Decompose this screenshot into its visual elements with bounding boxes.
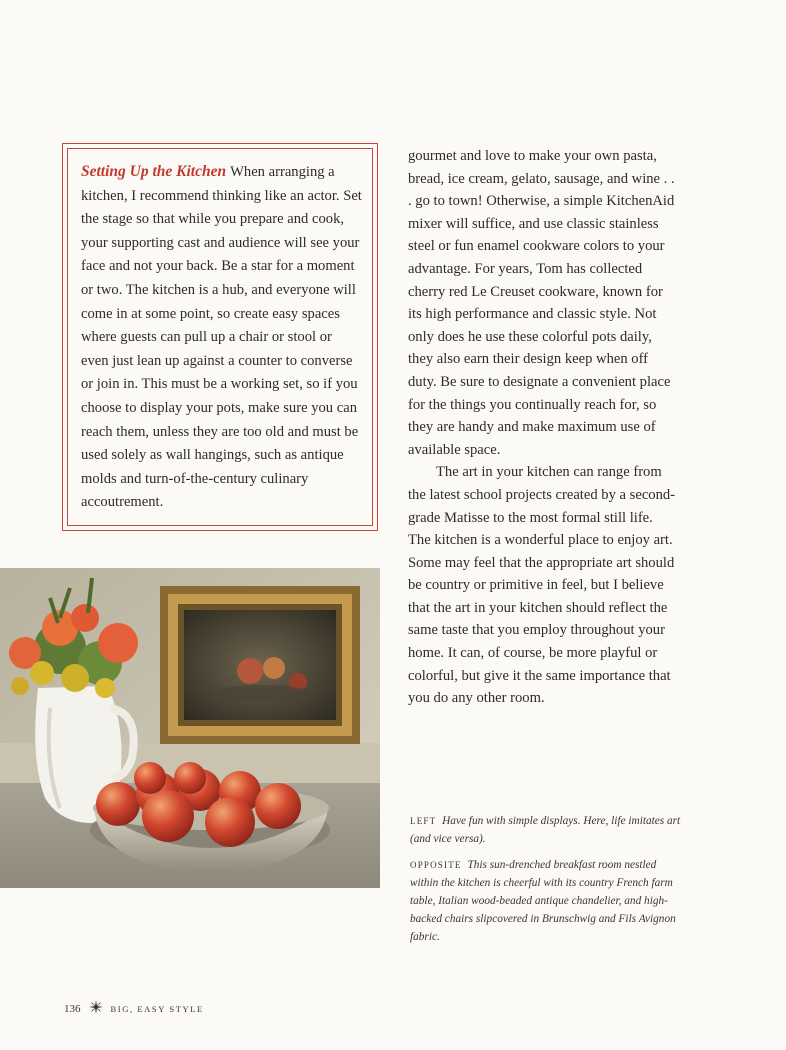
caption-left [410, 812, 682, 848]
caption-opposite-text: This sun-drenched breakfast room nestled within the kitchen is cheerful with its country French farm table, Italian wood-beaded antique chandelier, and high-backed chairs slipcovered in Brunschwig and Fils Avignon fabric. [410, 859, 676, 943]
caption-left-label: LEFT [410, 816, 437, 826]
caption-opposite-label: OPPOSITE [410, 860, 462, 870]
page-number: 136 [64, 1002, 81, 1015]
page-footer [64, 1000, 204, 1017]
body-paragraph-2: The art in your kitchen can range from the latest school projects created by a second-grade Matisse to the most formal still life. The kitchen is a wonderful place to enjoy art. Some may feel that the appropriate art should be country or primitive in feel, but I believe that the art in your kitchen should reflect the same taste that you employ throughout your home. It can, of course, be more playful or colorful, but give it the same importance that you do any other room. [408, 464, 676, 707]
sidebar-box [62, 143, 378, 531]
body-column [408, 145, 676, 710]
sidebar-text-block [81, 160, 363, 515]
caption-left-text: Have fun with simple displays. Here, life imitates art (and vice versa). [410, 815, 681, 845]
sidebar-title: Setting Up the Kitchen [81, 163, 227, 180]
sidebar-body: When arranging a kitchen, I recommend thinking like an actor. Set the stage so that while you prepare and cook, your supporting cast and audience will see your face and not your back. Be a star for a moment or two. The kitchen is a hub, and everyone will come in at some point, so create easy spaces where guests can pull up a chair or stool or even just lean up against a counter to converse or join in. This must be a working set, so if you choose to display your pots, make sure you can reach them, unless they are too old and must be used solely as wall hangings, such as antique molds and turn-of-the-century culinary accoutrement. [81, 164, 362, 511]
photo-captions [410, 812, 682, 954]
compass-star-icon [89, 1000, 103, 1017]
caption-opposite [410, 856, 682, 946]
book-title: BIG, EASY STYLE [110, 1003, 204, 1014]
kitchen-still-life-photo [0, 568, 380, 888]
body-paragraph-1: gourmet and love to make your own pasta, bread, ice cream, gelato, sausage, and wine . . . go to town! Otherwise, a simple KitchenAid mixer will suffice, and use classic stainless steel or fun enamel cookware colors to your advantage. For years, Tom has collected cherry red Le Creuset cookware, known for its high performance and classic style. Not only does he use these colorful pots daily, they also earn their design keep when off duty. Be sure to designate a convenient place for the things you continually reach for, so they are handy and make maximum use of available space. [408, 148, 675, 458]
